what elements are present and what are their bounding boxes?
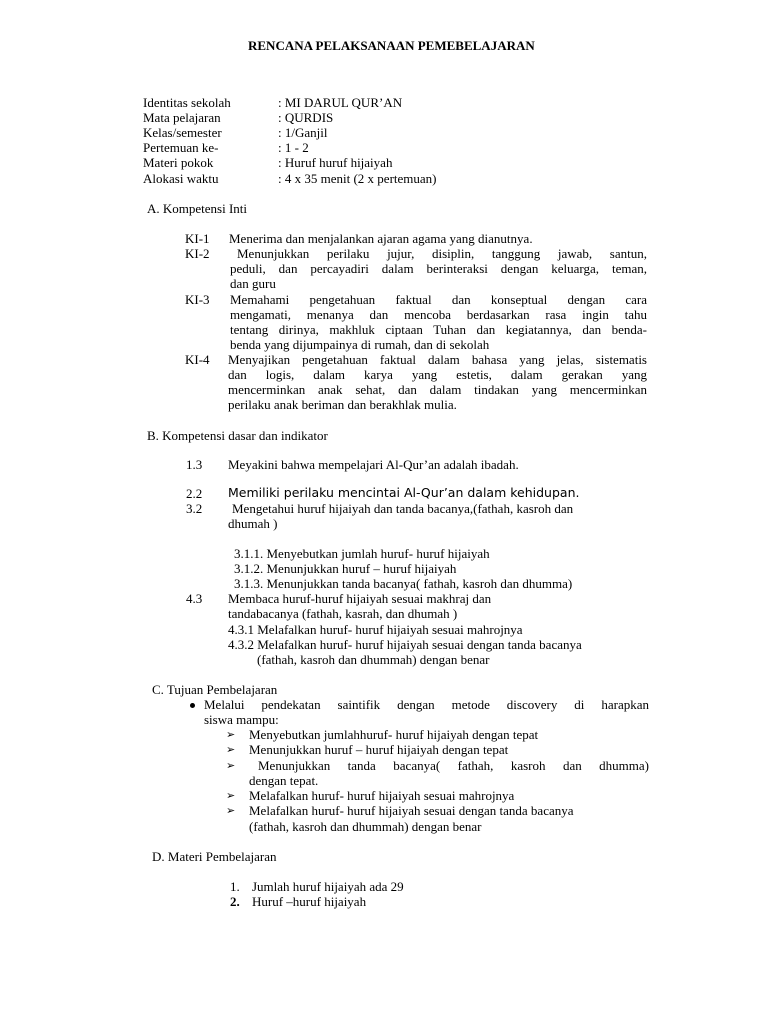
arrow-bullet-icon: ➢ <box>226 804 236 817</box>
ki-line: dan guru <box>230 276 276 291</box>
kd-text: tandabacanya (fathah, kasrah, dan dhumah ) <box>228 606 458 621</box>
ki-line: peduli, dan percayadiri dalam berinteraksi dengan keluarga, teman, <box>230 261 647 276</box>
ki-line: Menunjukkan perilaku jujur, disiplin, tanggung jawab, santun, <box>237 246 647 261</box>
ki-line: Menerima dan menjalankan ajaran agama yang dianutnya. <box>229 231 533 246</box>
indicator: 4.3.1 Melafalkan huruf- huruf hijaiyah sesuai mahrojnya <box>228 622 523 637</box>
goal-item: dengan tepat. <box>249 773 319 788</box>
kd-text: Membaca huruf-huruf hijaiyah sesuai makhraj dan <box>228 591 492 606</box>
goal-item: Melafalkan huruf- huruf hijaiyah sesuai dengan tanda bacanya <box>249 803 574 818</box>
identity-label: Alokasi waktu <box>143 171 219 186</box>
identity-label: Mata pelajaran <box>143 110 221 125</box>
goal-item: Menyebutkan jumlahhuruf- huruf hijaiyah dengan tepat <box>249 727 539 742</box>
bullet-text: Melalui pendekatan saintifik dengan metode discovery di harapkan <box>204 697 649 712</box>
ki-code: KI-1 <box>185 231 210 246</box>
ki-code: KI-3 <box>185 292 210 307</box>
indicator: 4.3.2 Melafalkan huruf- huruf hijaiyah sesuai dengan tanda bacanya <box>228 637 582 652</box>
identity-label: Identitas sekolah <box>143 95 231 110</box>
document-title: RENCANA PELAKSANAAN PEMEBELAJARAN <box>248 38 535 53</box>
identity-value: : QURDIS <box>278 110 334 125</box>
identity-value: : Huruf huruf hijaiyah <box>278 155 393 170</box>
kd-number: 3.2 <box>186 501 203 516</box>
ki-line: benda yang dijumpainya di rumah, dan di sekolah <box>230 337 490 352</box>
ki-line: dan logis, dalam karya yang estetis, dalam gerakan yang <box>228 367 647 382</box>
identity-value: : 1/Ganjil <box>278 125 328 140</box>
bullet-text: siswa mampu: <box>204 712 279 727</box>
ki-line: mengamati, menanya dan mencoba berdasarkan rasa ingin tahu <box>230 307 647 322</box>
arrow-bullet-icon: ➢ <box>226 759 236 772</box>
ki-line: Memahami pengetahuan faktual dan konseptual dengan cara <box>230 292 647 307</box>
ki-line: tentang dirinya, makhluk ciptaan Tuhan dan kegiatannya, dan benda- <box>230 322 647 337</box>
section-c-heading: C. Tujuan Pembelajaran <box>152 682 278 697</box>
kd-number: 1.3 <box>186 457 203 472</box>
bullet-icon <box>190 703 195 708</box>
section-b-heading: B. Kompetensi dasar dan indikator <box>147 428 328 443</box>
kd-text: Meyakini bahwa mempelajari Al-Qur’an adalah ibadah. <box>228 457 519 472</box>
arrow-bullet-icon: ➢ <box>226 728 236 741</box>
goal-item: (fathah, kasroh dan dhummah) dengan benar <box>249 819 482 834</box>
indicator: 3.1.2. Menunjukkan huruf – huruf hijaiyah <box>234 561 457 576</box>
kd-text: Mengetahui huruf hijaiyah dan tanda bacanya,(fathah, kasroh dan <box>232 501 574 516</box>
kd-text: dhumah ) <box>228 516 278 531</box>
identity-label: Materi pokok <box>143 155 214 170</box>
arrow-bullet-icon: ➢ <box>226 789 236 802</box>
ki-line: mencerminkan anak sehat, dan dalam tindakan yang mencerminkan <box>228 382 647 397</box>
indicator: 3.1.3. Menunjukkan tanda bacanya( fathah, kasroh dan dhumma) <box>234 576 573 591</box>
ki-line: perilaku anak beriman dan berakhlak mulia. <box>228 397 457 412</box>
goal-item: Melafalkan huruf- huruf hijaiyah sesuai mahrojnya <box>249 788 515 803</box>
material-item: Jumlah huruf hijaiyah ada 29 <box>252 879 404 894</box>
identity-label: Pertemuan ke- <box>143 140 219 155</box>
identity-label: Kelas/semester <box>143 125 222 140</box>
kd-text: Memiliki perilaku mencintai Al-Qur’an dalam kehidupan. <box>228 485 580 500</box>
section-d-heading: D. Materi Pembelajaran <box>152 849 277 864</box>
material-number: 1. <box>230 879 240 894</box>
kd-number: 2.2 <box>186 486 203 501</box>
identity-value: : 1 - 2 <box>278 140 309 155</box>
goal-item: Menunjukkan tanda bacanya( fathah, kasroh dan dhumma) <box>258 758 649 773</box>
ki-code: KI-4 <box>185 352 210 367</box>
indicator: 3.1.1. Menyebutkan jumlah huruf- huruf hijaiyah <box>234 546 490 561</box>
ki-line: Menyajikan pengetahuan faktual dalam bahasa yang jelas, sistematis <box>228 352 647 367</box>
identity-value: : MI DARUL QUR’AN <box>278 95 403 110</box>
goal-item: Menunjukkan huruf – huruf hijaiyah dengan tepat <box>249 742 509 757</box>
indicator: (fathah, kasroh dan dhummah) dengan benar <box>257 652 490 667</box>
kd-number: 4.3 <box>186 591 203 606</box>
material-item: Huruf –huruf hijaiyah <box>252 894 367 909</box>
identity-value: : 4 x 35 menit (2 x pertemuan) <box>278 171 437 186</box>
arrow-bullet-icon: ➢ <box>226 743 236 756</box>
section-a-heading: A. Kompetensi Inti <box>147 201 248 216</box>
ki-code: KI-2 <box>185 246 210 261</box>
material-number: 2. <box>230 894 240 909</box>
